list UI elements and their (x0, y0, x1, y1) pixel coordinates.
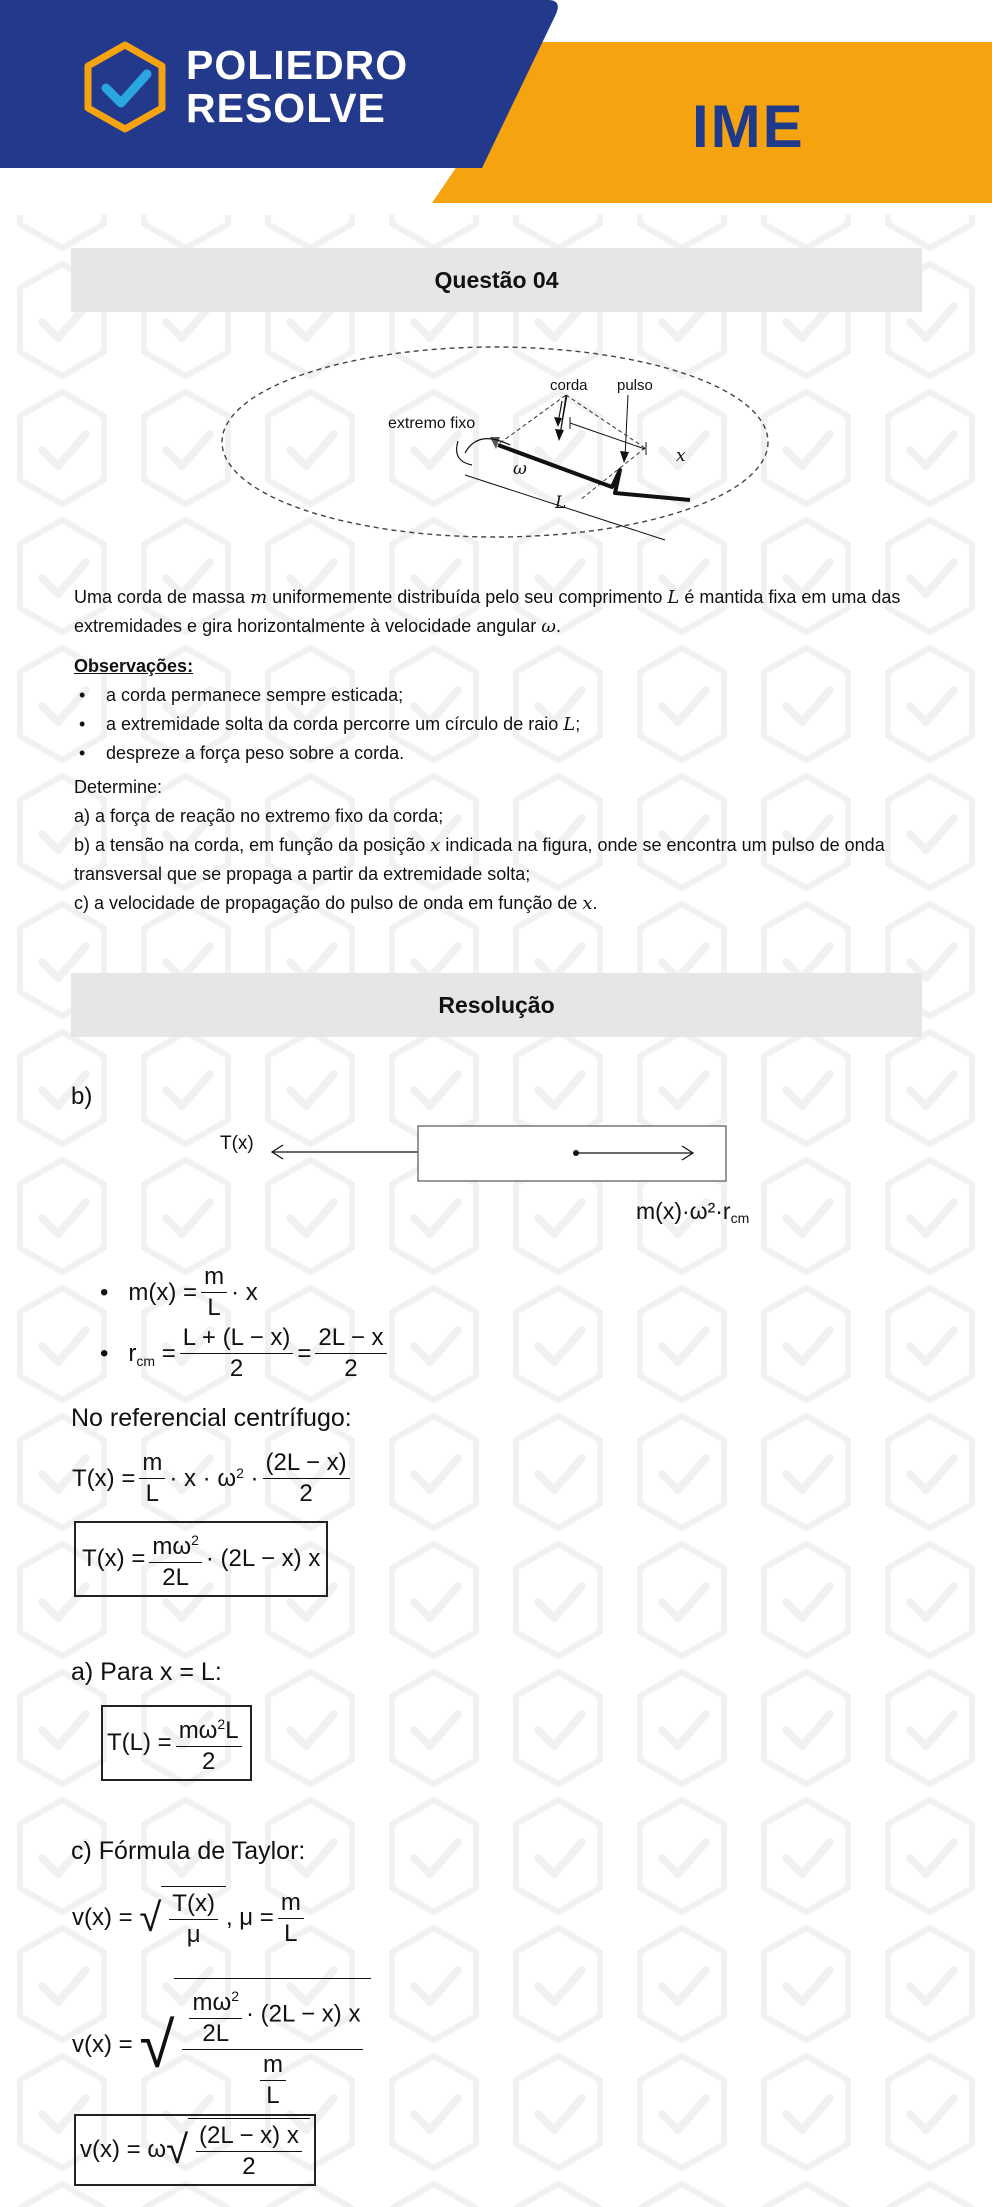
tension-label: T(x) (220, 1133, 254, 1154)
eq-taylor: v(x) = √ $\frac{T(x)}{\mu}$ , μ = $\frac{m}{L}$ (72, 1886, 308, 1950)
eq-tension-step: T(x) = $\frac{m}{L}$ · x · ω $^2$ · $\frac{(2L - x)}{2}$ (72, 1448, 354, 1509)
determine-label: Determine: (74, 777, 163, 797)
item-b: b) a tensão na corda, em função da posição x indicada na figura, onde se encontra um pulso de onda transversal que se propaga a partir da extremidade solta; (74, 835, 885, 884)
exam-name: IME (692, 93, 805, 160)
brand-line-2: RESOLVE (186, 85, 386, 131)
obs-title: Observações: (74, 656, 194, 676)
observations (74, 652, 924, 768)
header (0, 0, 992, 210)
label-corda: corda (550, 377, 588, 394)
item-c: c) a velocidade de propagação do pulso de onda em função de x. (74, 893, 598, 914)
part-c-label: c) Fórmula de Taylor: (71, 1837, 306, 1865)
label-omega: ω (513, 459, 527, 479)
brand-name (186, 44, 408, 130)
question-statement: Uma corda de massa m uniformemente distribuída pelo seu comprimento L é mantida fixa em uma das extremidades e gira horizontalmente à velocidade angular ω. (74, 587, 901, 637)
centrifugal-force-label: m(x)·ω²·r $_{cm}$ (636, 1197, 750, 1226)
label-x: x (676, 446, 686, 466)
label-L: L (555, 493, 567, 513)
part-b-label: b) (71, 1083, 93, 1110)
eq-tension-result: T(x) = $\frac{m\omega^2}{2L}$ · (2L − x) x (74, 1521, 328, 1597)
eq-velocity-step: v(x) = √ $\frac{m\omega^2}{2L}$ · (2L − x) x $\frac{m}{L}$ (72, 1978, 371, 2111)
obs-item: • a corda permanece sempre esticada; (74, 681, 924, 710)
determine-block (74, 773, 924, 918)
eq-tension-at-L: T(L) = $\frac{m\omega^2L}{2}$ (101, 1705, 252, 1781)
part-a-label: a) Para x = L: (71, 1658, 222, 1686)
centrifugal-frame-label: No referencial centrífugo: (71, 1404, 352, 1432)
rope-figure (210, 345, 780, 545)
label-extremo-fixo: extremo fixo (388, 415, 476, 432)
label-pulso: pulso (617, 377, 653, 394)
item-a: a) a força de reação no extremo fixo da corda; (74, 806, 444, 826)
eq-velocity-result: v(x) = ω √ $\frac{(2L - x) x}{2}$ (74, 2114, 316, 2186)
obs-item: • despreze a força peso sobre a corda. (74, 739, 924, 768)
brand-line-1: POLIEDRO (186, 42, 409, 88)
eq-r-cm: • r $_{cm}$ = $\frac{L + (L - x)}{2}$ = $\frac{2L - x}{2}$ (100, 1323, 391, 1384)
question-title: Questão 04 (71, 248, 922, 312)
obs-item: • a extremidade solta da corda percorre um círculo de raio L; (74, 710, 924, 739)
resolution-title: Resolução (71, 973, 922, 1037)
header-bands (0, 0, 992, 210)
eq-mass-of-x: • m(x) = $\frac{m}{L}$ · x (100, 1263, 258, 1321)
